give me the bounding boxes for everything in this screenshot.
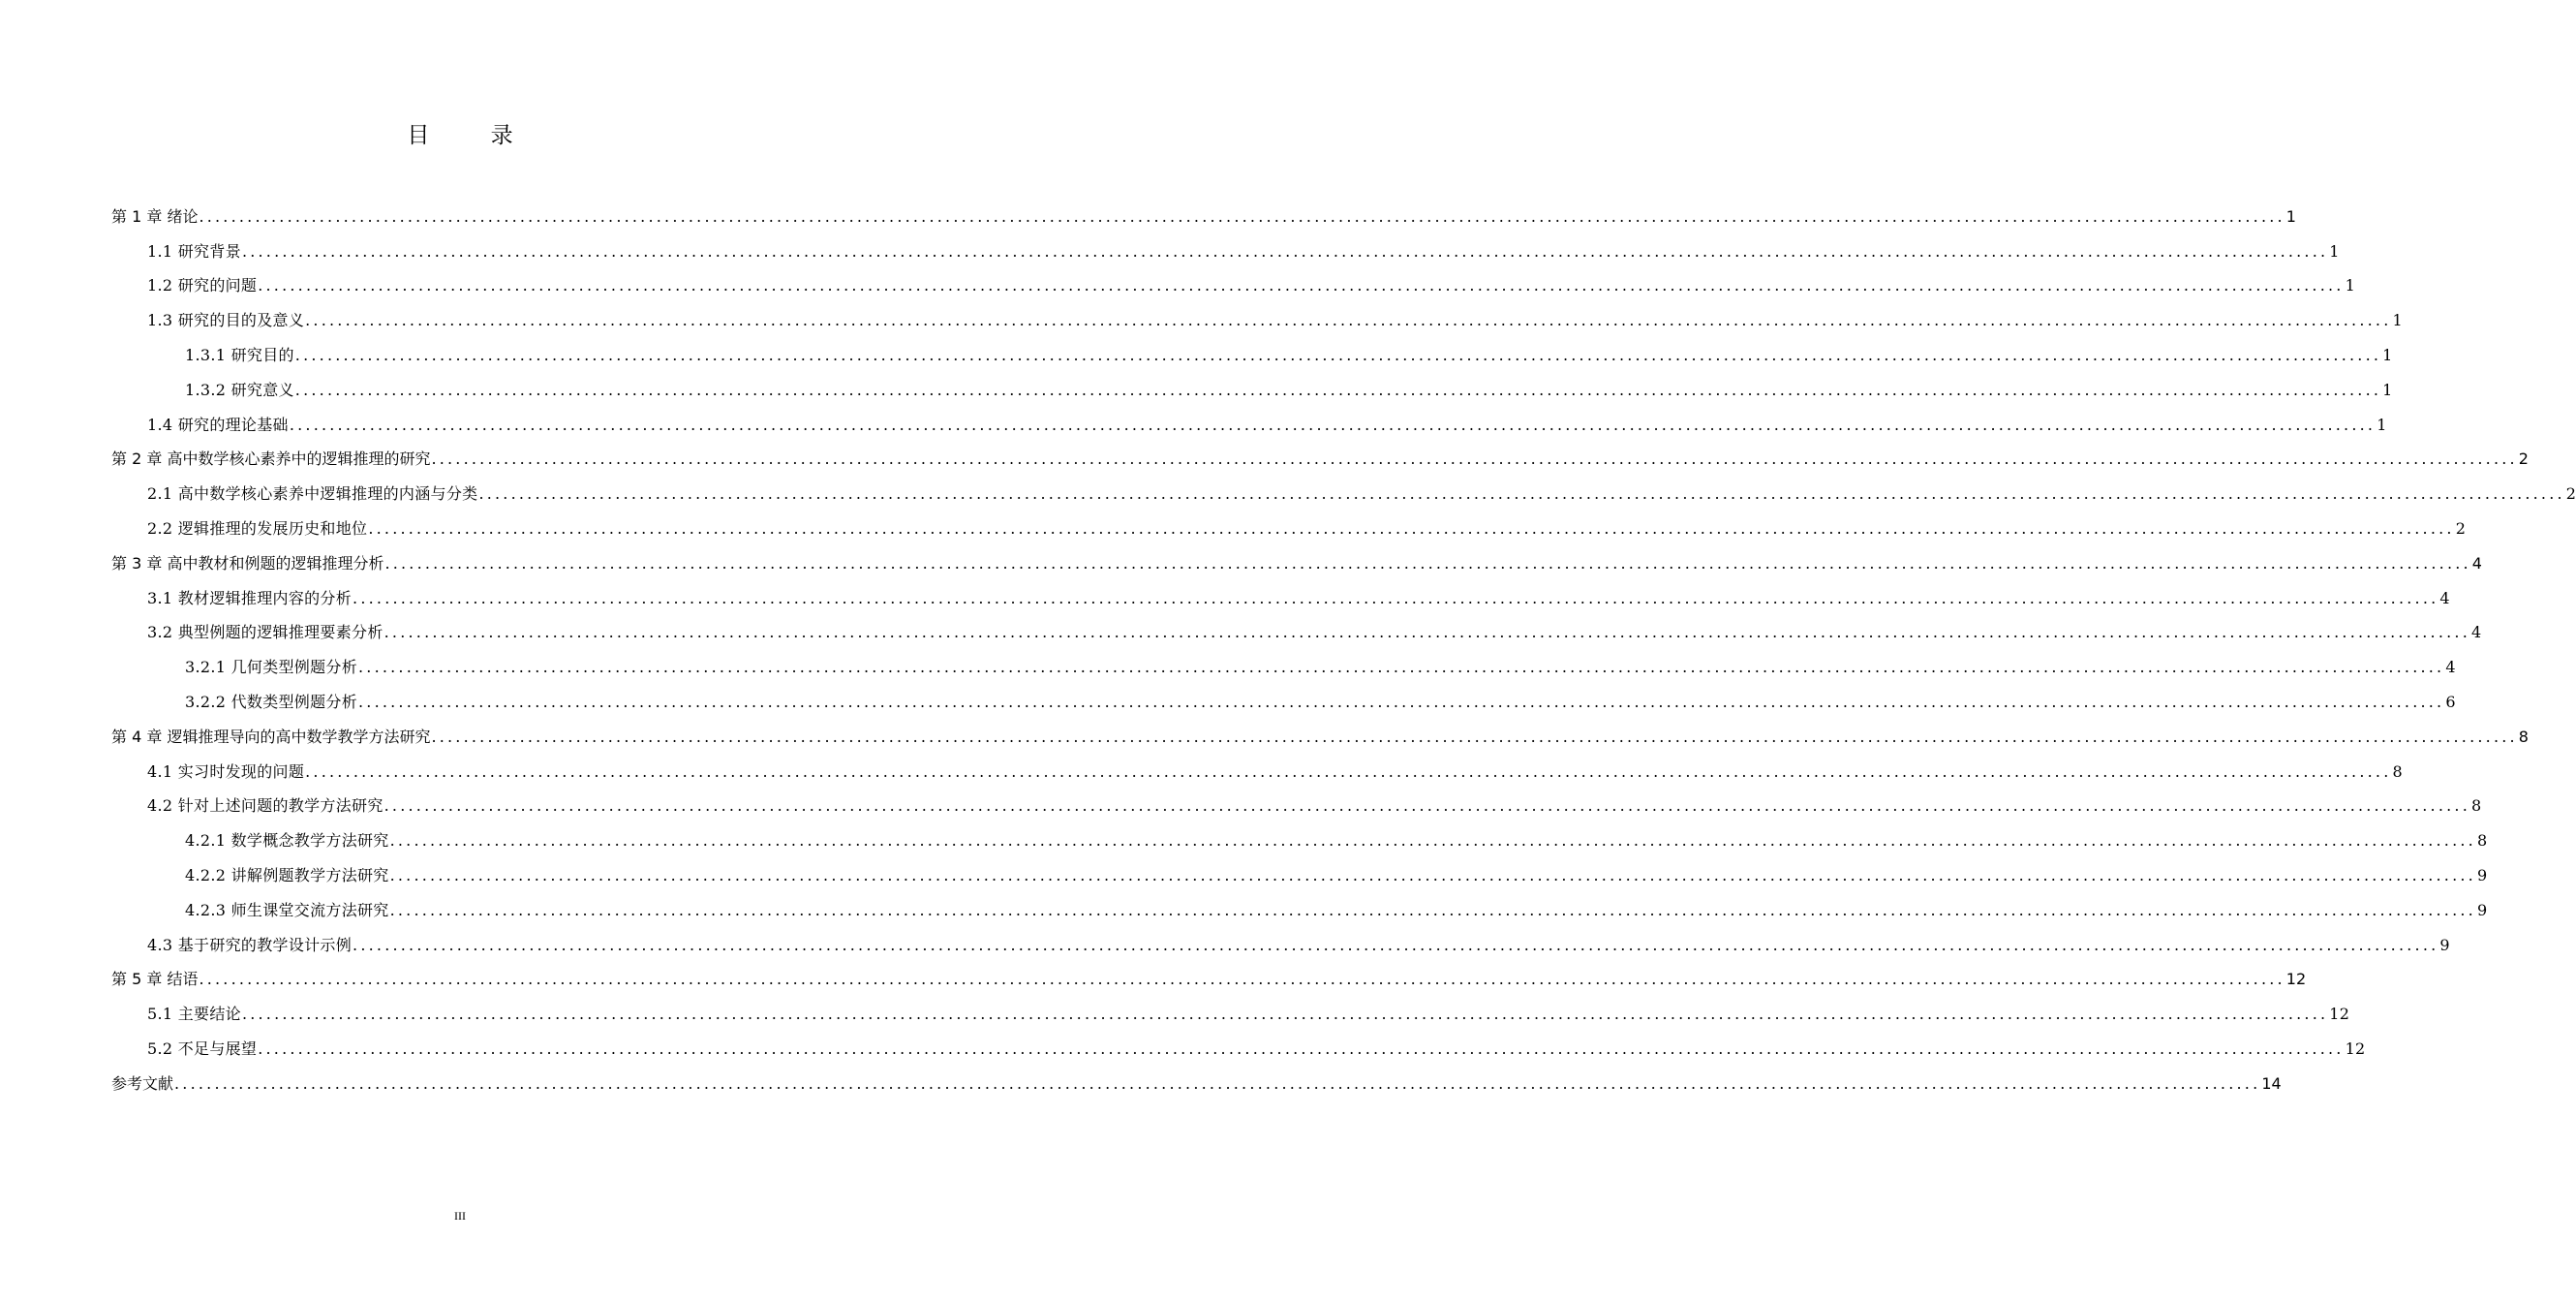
toc-entry-title: 4.2.1 数学概念教学方法研究 — [185, 831, 389, 851]
toc-entry-page: 12 — [2285, 970, 2307, 989]
toc-entry[interactable] — [111, 677, 2456, 712]
page-number-footer: III — [454, 1209, 466, 1223]
toc-entry-page: 1 — [2382, 380, 2393, 399]
toc-entry[interactable] — [111, 330, 2393, 365]
toc-entry[interactable] — [111, 989, 2350, 1024]
toc-entry-page: 4 — [2439, 588, 2450, 607]
toc-entry-title: 2.2 逻辑推理的发展历史和地位 — [147, 518, 368, 538]
dot-leader: .................................................................................................................................................................................................................................................................... — [174, 1073, 2261, 1093]
dot-leader: .................................................................................................................................................................................................................................................................... — [294, 380, 2382, 399]
dot-leader: .................................................................................................................................................................................................................................................................... — [199, 970, 2285, 989]
dot-leader: .................................................................................................................................................................................................................................................................... — [358, 658, 2445, 677]
dot-leader: .................................................................................................................................................................................................................................................................... — [258, 1038, 2345, 1058]
toc-entry-page: 1 — [2392, 311, 2403, 330]
toc-entry[interactable] — [111, 816, 2488, 851]
toc-entry-title: 3.2.2 代数类型例题分析 — [185, 692, 357, 711]
toc-entry[interactable] — [111, 782, 2482, 817]
toc-entry-title: 4.3 基于研究的教学设计示例 — [147, 935, 353, 954]
toc-entry[interactable] — [111, 469, 2576, 504]
toc-entry[interactable] — [111, 504, 2467, 539]
toc-entry[interactable] — [111, 192, 2296, 227]
dot-leader: .................................................................................................................................................................................................................................................................... — [289, 415, 2377, 434]
dot-leader: .................................................................................................................................................................................................................................................................... — [353, 588, 2439, 607]
toc-entry-title: 4.1 实习时发现的问题 — [147, 761, 305, 781]
toc-entry-page: 4 — [2470, 623, 2482, 642]
toc-entry[interactable] — [111, 295, 2403, 330]
page-title: 目 录 — [407, 123, 540, 148]
toc-entry[interactable] — [111, 365, 2393, 400]
toc-entry-page: 2 — [2518, 450, 2529, 469]
dot-leader: .................................................................................................................................................................................................................................................................... — [389, 900, 2476, 919]
dot-leader: .................................................................................................................................................................................................................................................................... — [199, 206, 2285, 226]
dot-leader: .................................................................................................................................................................................................................................................................... — [384, 553, 2471, 573]
toc-entry-page: 1 — [2285, 206, 2296, 226]
toc-entry-title: 3.2.1 几何类型例题分析 — [185, 658, 357, 677]
toc-entry-title: 第 4 章 逻辑推理导向的高中数学教学方法研究 — [111, 727, 431, 746]
toc-entry[interactable] — [111, 955, 2307, 990]
toc-entry[interactable] — [111, 435, 2529, 470]
toc-entry-page: 4 — [2471, 553, 2482, 573]
toc-entry-title: 第 3 章 高中教材和例题的逻辑推理分析 — [111, 553, 384, 573]
toc-entry-title: 1.3.2 研究意义 — [185, 380, 294, 399]
toc-entry-page: 1 — [2382, 345, 2393, 364]
toc-entry[interactable] — [111, 851, 2488, 885]
dot-leader: .................................................................................................................................................................................................................................................................... — [258, 276, 2345, 295]
toc-entry-page: 1 — [2377, 415, 2387, 434]
toc-entry-title: 第 2 章 高中数学核心素养中的逻辑推理的研究 — [111, 450, 431, 469]
toc-entry[interactable] — [111, 747, 2403, 782]
toc-entry-page: 12 — [2329, 1005, 2350, 1024]
toc-entry-title: 4.2 针对上述问题的教学方法研究 — [147, 796, 383, 816]
toc-entry-title: 第 5 章 结语 — [111, 970, 199, 989]
dot-leader: .................................................................................................................................................................................................................................................................... — [294, 345, 2382, 364]
toc-entry-title: 1.2 研究的问题 — [147, 276, 258, 295]
dot-leader: .................................................................................................................................................................................................................................................................... — [431, 727, 2518, 746]
dot-leader: .................................................................................................................................................................................................................................................................... — [241, 241, 2329, 261]
toc-entry-title: 5.1 主要结论 — [147, 1005, 241, 1024]
toc-entry-title: 参考文献 — [111, 1073, 174, 1093]
toc-entry[interactable] — [111, 539, 2482, 574]
toc-entry[interactable] — [111, 400, 2387, 435]
table-of-contents — [111, 192, 2576, 1094]
toc-entry-page: 14 — [2261, 1073, 2282, 1093]
dot-leader: .................................................................................................................................................................................................................................................................... — [358, 692, 2445, 711]
toc-entry-title: 1.3 研究的目的及意义 — [147, 311, 305, 330]
dot-leader: .................................................................................................................................................................................................................................................................... — [353, 935, 2439, 954]
toc-entry-page: 4 — [2445, 658, 2456, 677]
toc-entry-page: 2 — [2455, 518, 2467, 538]
toc-entry-page: 8 — [2518, 727, 2529, 746]
toc-entry-page: 9 — [2476, 900, 2488, 919]
toc-entry[interactable] — [111, 885, 2488, 920]
dot-leader: .................................................................................................................................................................................................................................................................... — [241, 1005, 2329, 1024]
toc-entry-title: 3.1 教材逻辑推理内容的分析 — [147, 588, 353, 607]
toc-entry-title: 1.4 研究的理论基础 — [147, 415, 289, 434]
toc-entry-title: 第 1 章 绪论 — [111, 206, 199, 226]
toc-entry[interactable] — [111, 1024, 2366, 1059]
toc-entry-page: 1 — [2345, 276, 2356, 295]
toc-entry-title: 4.2.3 师生课堂交流方法研究 — [185, 900, 389, 919]
toc-entry-title: 5.2 不足与展望 — [147, 1038, 258, 1058]
dot-leader: .................................................................................................................................................................................................................................................................... — [478, 484, 2565, 504]
toc-entry-page: 8 — [2392, 761, 2403, 781]
dot-leader: .................................................................................................................................................................................................................................................................... — [431, 450, 2518, 469]
toc-entry-page: 9 — [2476, 865, 2488, 884]
toc-entry[interactable] — [111, 227, 2340, 262]
toc-entry[interactable] — [111, 712, 2529, 747]
toc-entry[interactable] — [111, 642, 2456, 677]
toc-entry-page: 8 — [2470, 796, 2482, 816]
dot-leader: .................................................................................................................................................................................................................................................................... — [305, 761, 2392, 781]
toc-entry-page: 9 — [2439, 935, 2450, 954]
toc-entry[interactable] — [111, 574, 2450, 608]
toc-entry-page: 12 — [2345, 1038, 2366, 1058]
toc-entry-title: 1.1 研究背景 — [147, 241, 241, 261]
toc-entry[interactable] — [111, 608, 2482, 643]
toc-entry[interactable] — [111, 1059, 2282, 1094]
toc-entry-title: 1.3.1 研究目的 — [185, 345, 294, 364]
dot-leader: .................................................................................................................................................................................................................................................................... — [389, 865, 2476, 884]
dot-leader: .................................................................................................................................................................................................................................................................... — [389, 831, 2476, 851]
dot-leader: .................................................................................................................................................................................................................................................................... — [383, 623, 2470, 642]
toc-entry-page: 8 — [2476, 831, 2488, 851]
toc-entry-title: 3.2 典型例题的逻辑推理要素分析 — [147, 623, 383, 642]
toc-entry[interactable] — [111, 920, 2450, 955]
dot-leader: .................................................................................................................................................................................................................................................................... — [383, 796, 2470, 816]
toc-entry-page: 6 — [2445, 692, 2456, 711]
toc-entry-page: 1 — [2329, 241, 2340, 261]
dot-leader: .................................................................................................................................................................................................................................................................... — [368, 518, 2455, 538]
toc-entry-page: 2 — [2565, 484, 2576, 504]
toc-entry-title: 2.1 高中数学核心素养中逻辑推理的内涵与分类 — [147, 484, 478, 504]
toc-entry-title: 4.2.2 讲解例题教学方法研究 — [185, 865, 389, 884]
dot-leader: .................................................................................................................................................................................................................................................................... — [305, 311, 2392, 330]
toc-entry[interactable] — [111, 262, 2356, 296]
